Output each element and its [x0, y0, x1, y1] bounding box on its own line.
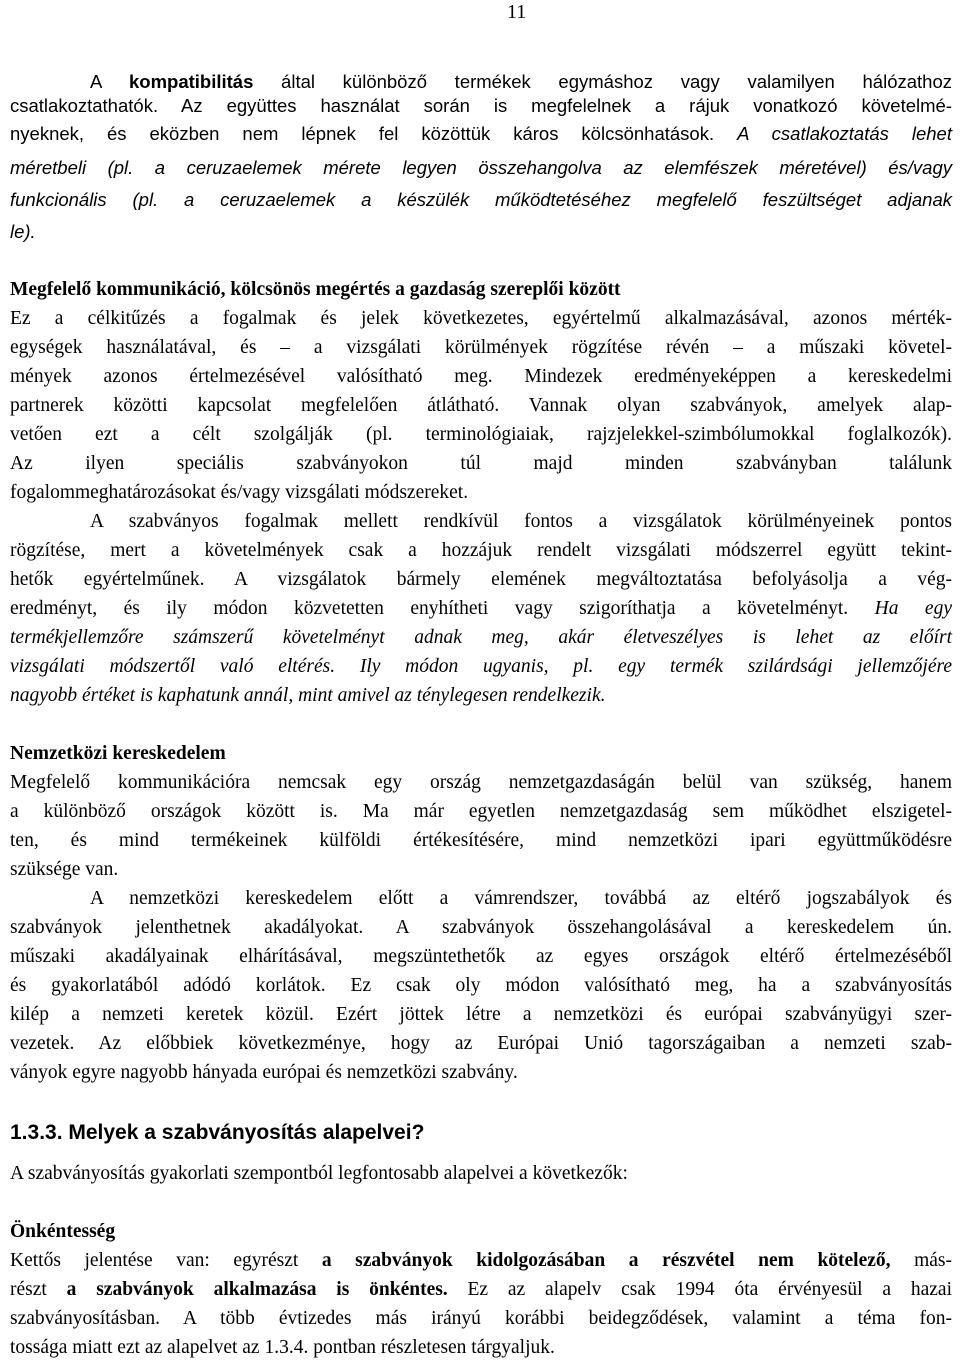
section-title: 1.3.3. Melyek a szabványosítás alapelvei?	[10, 1121, 425, 1144]
intro-line: A szabványosítás gyakorlati szempontból legfontosabb alapelvei a következők:	[10, 1163, 628, 1184]
s2-line: vezetek. Az előbbiek következménye, hogy az Európai Unió tagországaiban a nemzeti szab-	[10, 1033, 952, 1054]
s2-line: műszaki akadályainak elhárításával, megszüntethetők az egyes országok eltérő értelmezéséből	[10, 946, 952, 967]
s2-line: Megfelelő kommunikációra nemcsak egy ország nemzetgazdaságán belül van szükség, hanem	[10, 772, 952, 793]
s2-line: ványok egyre nagyobb hányada európai és nemzetközi szabvány.	[10, 1062, 518, 1083]
s3-line: szabványosításban. A több évtizedes más irányú korábbi beidegződések, valamint a téma fon-	[10, 1308, 952, 1329]
s1-line: nagyobb értéket is kaphatunk annál, mint amivel az ténylegesen rendelkezik.	[10, 685, 606, 706]
s3-line-1: Kettős jelentése van: egyrészt a szabványok kidolgozásában a részvétel nem kötelező, más-	[10, 1250, 953, 1271]
s1-line: fogalommeghatározásokat és/vagy vizsgálati módszereket.	[10, 482, 469, 503]
s1-line: vizsgálati módszertől való eltérés. Ily módon ugyanis, pl. egy termék szilárdsági jellemzőjére	[10, 656, 952, 677]
p1-line-3: nyeknek, és eközben nem lépnek fel közöttük káros kölcsönhatások. A csatlakoztatás lehet	[10, 123, 952, 144]
s1-line: Ez a célkitűzés a fogalmak és jelek következetes, egyértelmű alkalmazásával, azonos mérték-	[10, 308, 952, 329]
s1-line: hetők egyértelműnek. A vizsgálatok bármely elemének megváltoztatása befolyásolja a vég-	[10, 569, 952, 590]
p1-line-1: A kompatibilitás által különböző termékek egymáshoz vagy valamilyen hálózathoz	[90, 71, 952, 92]
s1-line: egységek használatával, és – a vizsgálati körülmények rögzítése révén – a műszaki követel-	[10, 337, 952, 358]
p1-line-6: le).	[10, 221, 36, 242]
page-number: 11	[507, 1, 527, 23]
s2-line: szabványok jelenthetnek akadályokat. A szabványok összehangolásával a kereskedelem ún.	[10, 917, 952, 938]
s1-line: vetően ezt a célt szolgálják (pl. terminológiaiak, rajzjelekkel-szimbólumokkal foglalkozók).	[10, 424, 952, 445]
s2-line: a különböző országok között is. Ma már egyetlen nemzetgazdaság sem működhet elszigetel-	[10, 801, 952, 822]
p1-line-5: funkcionális (pl. a ceruzaelemek a készülék működtetéséhez megfelelő feszültséget adjanak	[10, 189, 952, 210]
p1-line-4: méretbeli (pl. a ceruzaelemek mérete legyen összehangolva az elemfészek méretével) és/vagy	[10, 157, 952, 178]
s3-line-2: részt a szabványok alkalmazása is önkéntes. Ez az alapelv csak 1994 óta érvényesül a hazai	[10, 1279, 952, 1300]
s1-line: eredményt, és ily módon közvetetten enyhítheti vagy szigoríthatja a követelményt. Ha egy	[10, 598, 952, 619]
s1-line: rögzítése, mert a követelmények csak a hozzájuk rendelt vizsgálati módszerrel együtt tekint-	[10, 540, 952, 561]
s2-line: és gyakorlatából adódó korlátok. Ez csak oly módon valósítható meg, ha a szabványosítás	[10, 975, 952, 996]
s2-line: A nemzetközi kereskedelem előtt a vámrendszer, továbbá az eltérő jogszabályok és	[90, 888, 952, 909]
p1-line-2: csatlakoztathatók. Az együttes használat során is megfelelnek a rájuk vonatkozó követelmé-	[10, 95, 952, 116]
s2-line: ten, és mind termékeinek külföldi értékesítésére, mind nemzetközi ipari együttműködésre	[10, 830, 952, 851]
s2-line: szüksége van.	[10, 859, 119, 880]
section-heading-international-trade: Nemzetközi kereskedelem	[10, 743, 226, 764]
s1-line: mények azonos értelmezésével valósítható meg. Mindezek eredményeképpen a kereskedelmi	[10, 366, 952, 387]
s1-line: partnerek közötti kapcsolat megfelelően átlátható. Vannak olyan szabványok, amelyek alap-	[10, 395, 952, 416]
s2-line: kilép a nemzeti keretek közül. Ezért jöttek létre a nemzetközi és európai szabványügyi szer-	[10, 1004, 952, 1025]
s1-line: A szabványos fogalmak mellett rendkívül fontos a vizsgálatok körülményeinek pontos	[90, 511, 952, 532]
section-heading-voluntariness: Önkéntesség	[10, 1221, 116, 1242]
s3-line: tossága miatt ezt az alapelvet az 1.3.4. pontban részletesen tárgyaljuk.	[10, 1337, 555, 1358]
s1-line: Az ilyen speciális szabványokon túl majd minden szabványban találunk	[10, 453, 952, 474]
s1-line: termékjellemzőre számszerű követelményt adnak meg, akár életveszélyes is lehet az előírt	[10, 627, 952, 648]
section-heading-communication: Megfelelő kommunikáció, kölcsönös megértés a gazdaság szereplői között	[10, 279, 621, 300]
